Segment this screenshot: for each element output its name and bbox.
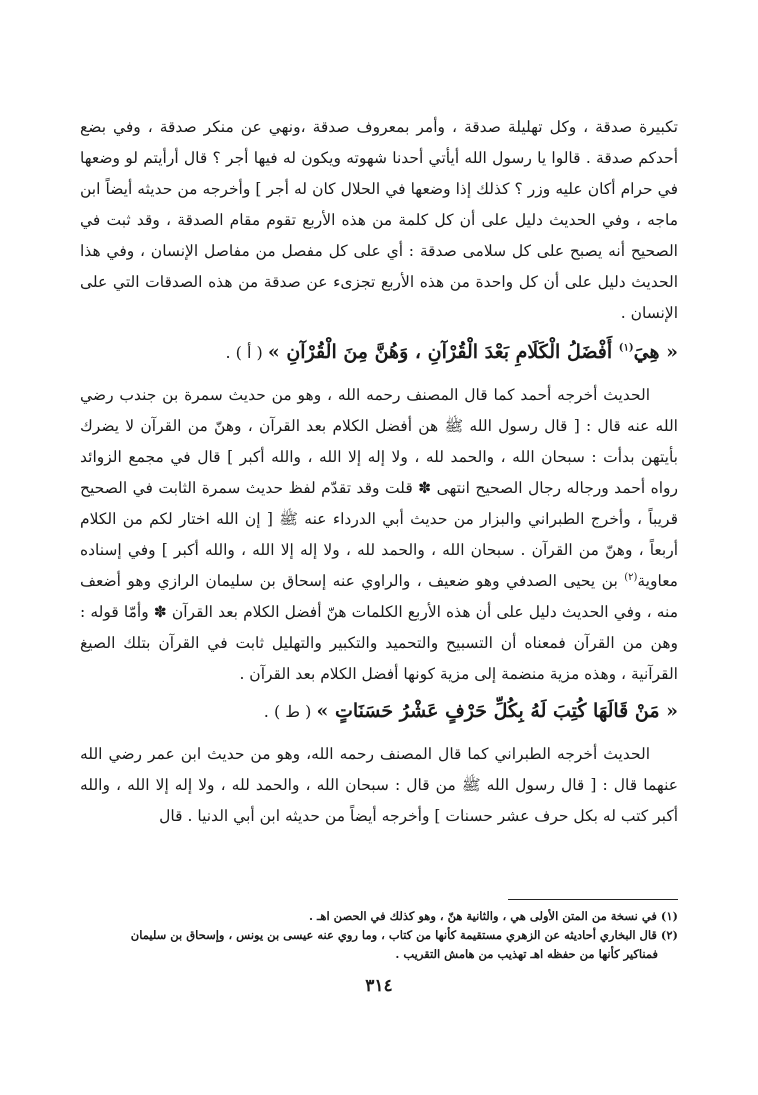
paragraph-2-rest: بن يحيى الصدفي وهو ضعيف ، والراوي عنه إسحاق بن سليمان الرازي وهو أضعف منه ، وفي الحديث دليل على أن هذه الأربع الكلمات هنّ أفضل الكلام بعد القرآن ✽ وأمّا قوله : وهن من القرآن فمعناه أن التسبيح والتحميد والتكبير والتهليل ثابت في القرآن بتلك الصيغ القرآنية ، وهذه مزية منضمة إلى مزية كونها أفضل الكلام بعد القرآن . — [80, 572, 678, 683]
paragraph-2 — [80, 380, 678, 690]
paragraph-2-text: الحديث أخرجه أحمد كما قال المصنف رحمه الله ، وهو من حديث سمرة بن جندب رضي الله عنه قال : [ قال رسول الله ﷺ هن أفضل الكلام بعد القرآن ، وهنّ من القرآن لا يضرك بأيتهن بدأت : سبحان الله ، والحمد لله ، ولا إله إلا الله ، والله أكبر ] قال في مجمع الزوائد رواه أحمد ورجاله رجال الصحيح انتهى ✽ قلت وقد تقدّم لفظ حديث سمرة الثابت في الصحيح قريباً ، وأخرج الطبراني والبزار من حديث أبي الدرداء عنه ﷺ [ إن الله اختار لكم من الكلام أربعاً ، وهنّ من القرآن . سبحان الله ، والحمد لله ، ولا إله إلا الله ، والله أكبر ] وفي إسناده معاوية — [80, 386, 678, 590]
footnote-divider — [508, 899, 678, 900]
footnote-1: (١) في نسخة من المتن الأولى هي ، والثانية هنّ ، وهو كذلك في الحصن اهـ . — [309, 909, 678, 923]
heading-2-text: « مَنْ قَالَهَا كُتِبَ لَهُ بِكُلِّ حَرْفٍ عَشْرُ حَسَنَاتٍ » — [316, 700, 678, 722]
paragraph-1: تكبيرة صدقة ، وكل تهليلة صدقة ، وأمر بمعروف صدقة ،ونهي عن منكر صدقة ، وفي بضع أحدكم صدقة . قالوا يا رسول الله أيأتي أحدنا شهوته ويكون له فيها أجر ؟ قال أرأيتم لو وضعها في حرام أكان عليه وزر ؟ كذلك إذا وضعها في الحلال كان له أجر ] وأخرجه من حديثه أيضاً ابن ماجه ، وفي الحديث دليل على أن كل كلمة من هذه الأربع تقوم مقام الصدقة ، وقد ثبت في الصحيح أنه يصبح على كل سلامى صدقة : أي على كل مفصل من مفاصل الإنسان ، وفي هذا الحديث دليل على أن كل واحدة من هذه الأربع تجزىء عن صدقة من هذه الصدقات التي على الإنسان . — [80, 118, 678, 322]
heading-1-text: أَفْضَلُ الْكَلَامِ بَعْدَ الْقُرْآنِ ، وَهُنَّ مِنَ الْقُرْآنِ » — [267, 341, 619, 363]
heading-2-source: ( ط ) . — [263, 702, 317, 721]
footnote-ref-1: (١) — [618, 342, 634, 354]
heading-1-open: « هِيَ — [633, 341, 678, 363]
footnotes — [80, 907, 678, 964]
footnote-2: (٢) قال البخاري أحاديثه عن الزهري مستقيمة كأنها من كتاب ، وما روي عنه عيسى بن يونس ، وإسحاق بن سليمان — [130, 928, 678, 942]
footnote-2-continuation: فمناكير كأنها من حفظه اهـ تهذيب من هامش التقريب . — [395, 947, 658, 961]
heading-1-source: ( أ ) . — [225, 343, 268, 362]
footnote-ref-2: (٢) — [624, 571, 638, 583]
paragraph-3: الحديث أخرجه الطبراني كما قال المصنف رحمه الله، وهو من حديث ابن عمر رضي الله عنهما قال : [ قال رسول الله ﷺ من قال : سبحان الله ، والحمد لله ، ولا إله إلا الله ، والله أكبر كتب له بكل حرف عشر حسنات ] وأخرجه أيضاً من حديثه ابن أبي الدنيا . قال — [80, 745, 678, 825]
page-number: ٣١٤ — [365, 976, 393, 996]
hadith-heading-2 — [80, 694, 678, 729]
page-body — [80, 112, 678, 832]
hadith-heading-1 — [80, 335, 678, 370]
